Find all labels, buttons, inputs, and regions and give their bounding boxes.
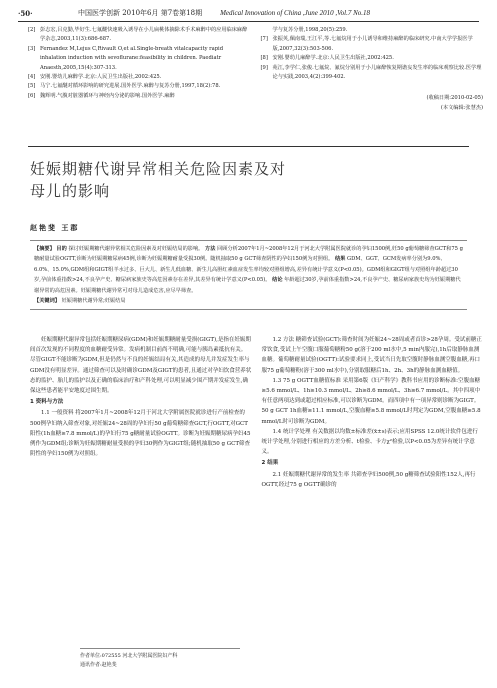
editor: (本文编辑:张慧杰) [440,104,483,111]
abstract-box [30,240,467,310]
body-paragraph: 1.4 统计学处理 有关数据以均数±标准差(x̄±s)表示;应用SPSS 12.0统计软件包进行统计学处理,分别进行相应的方差分析、t检验、卡方χ²检验,以P<0.05为差异有统计学意义。 [261,428,478,456]
article-title [30,158,286,202]
reference-text: 魏辉明.气腹对脏器循环与神经内分泌的影响.国外医学.麻醉 [40,92,175,99]
keywords-text: 妊娠期糖代谢异常;妊娠结局 [61,298,126,305]
reference-item [261,35,484,54]
reference-item [28,82,251,91]
body-left-column [30,335,252,490]
abstract-label: 【摘要】 [34,246,55,252]
body-right-column [262,335,484,490]
journal-name-cn: 中国医学创新 2010年6月 第7卷第18期 [78,9,203,17]
reference-item [28,92,251,101]
reference-number [261,26,273,35]
title-line-1: 妊娠期糖代谢异常相关危险因素及对 [30,160,287,178]
body-paragraph: 妊娠期糖代谢异常包括妊娠期糖尿病(GDM)和妊娠期糖耐量受损(GIGT),是指在妊娠期间首次发现的不同程度的血糖耐受异常。发病机制目前尚不明确,可能与胰岛素抵抗有关。尽管GIGT不能诊断为GDM,但是仍然与不良的妊娠结局有关,其造成的母儿并发症发生率与GDM没有明显差异。通过筛查可以及时确诊GDM及GIGT的患者,且通过对孕妇饮食营养状态的监护、胎儿的监护以及正确的临床治疗和产科处理,可以明显减少围产期并发症发生,确保这些患者能平安地度过围生期。 [30,337,252,395]
reference-text: 彭志宏,吕克勤,毕好生.七氟醚快速吸入诱导在小儿扁桃体摘除术手术麻醉中的应用临床麻醉学杂志,2003,11(3):686-687. [40,27,248,43]
reference-number: [4] [28,74,36,81]
article-body [30,335,483,490]
keywords-label: 【关键词】 [34,298,60,305]
purpose-label: 目的 [56,246,67,252]
corresponding-author: 通讯作者:赵艳斐 [80,662,117,668]
conclusion-text: 年龄超过30岁,孕前体重指数>24,不良孕产史、糖尿病家族史均为妊娠期糖代谢异常的高危因素。妊娠期糖代谢异常可对母儿造成危害,应尽早筛查。 [34,277,461,294]
reference-text: Fernandez M,Lejus C,Rivault O,et al.Single-breath vitalcapacity rapid inhalation induction with sevoflurane:feasibility in children. Paediatr Anaesth,2005,15(4):307-313. [40,45,224,71]
author-affiliation: 作者单位:072555 河北大学附属医院妇产科 [80,653,178,659]
section-heading: 2 结果 [261,460,279,467]
method-label: 方法 [205,246,216,252]
references-left-column [28,26,251,113]
body-paragraph: 1.2 方法 糖筛查试验(GCT):筛查时间为妊娠24~28周或者首诊>28孕周。受试前糖正常饮食,受试上午空腹口服葡萄糖粉50 g(溶于200 ml水中,5 min内服完),1h后取静脉血测血糖。葡萄糖耐量试验(OGTT):试验要求同上,受试当日先取空腹时静脉血测空腹血糖,再口服75 g葡萄糖粉(溶于300 ml水中),分别取服糖后1h、2h、3h的静脉血测血糖值。 [261,337,482,374]
result-label: 结果 [334,256,346,263]
reference-text: 张振英,佩南瑞,王江平,等.七氟烷用于小儿诱导和维持麻醉的临床研究.中南大学学报医学版,2007,32(3):503-506. [272,36,473,52]
reference-number: [8] [260,55,268,62]
purpose-text: 探讨妊娠期糖代谢异常相关危险因素及对妊娠结局的影响。 [68,246,204,252]
conclusion-label: 结论 [272,277,283,284]
result-text: GDM、GGT、GCM发病率分别为9.0%、6.0%、15.0%,GDM组和GIGT组羊水过多、巨大儿、新生儿低血糖、新生儿高胆红素血症发生率均较对照组增高,差异有统计学意义(P<0.05)。GDM组和GIGT组与对照组年龄超过30岁,孕前体重指数>24,不良孕产史、糖尿病家族史等高危因素存在差异,其差异有统计学意义(P<0.05)。 [34,256,458,284]
references [28,26,483,113]
reference-number: [9] [260,64,268,71]
reference-text: 安刚.婴幼儿麻醉学.北京:人民卫生出版社,2002:425. [40,74,162,81]
reference-text: 马宁.七氟醚对循环影响的研究进展.国外医学.麻醉与复苏分册,1997,18(2):78. [40,83,221,90]
section-heading: 1 资料与方法 [30,399,64,406]
section-rule [28,146,469,147]
reference-text: 安刚.婴幼儿麻醉学.北京:人民卫生出版社,2002:425. [272,55,394,62]
header-rule [18,21,479,22]
body-paragraph: 1.3 75 g OGTT血糖值标准 采用第6版《妇产科学》教科书应用的诊断标准:空腹血糖≥5.6 mmol/L、1h≥10.3 mmol/L、2h≥8.6 mmol/L、3h≥6.7 mmol/L。其中四项中有任意两项达到或超过相应标准,可以诊断为GDM。而四项中有一项异常则诊断为GIGT。50 g GCT 1h血糖≥11.1 mmol/L,空腹血糖≥5.8 mmol/L时判定为GDM,空腹血糖≥5.8 mmol/L时可诊断为GDM。 [261,377,481,425]
page-header [18,6,479,20]
references-right-column [261,26,484,113]
title-line-2: 母儿的影响 [30,182,111,200]
page-number: ·50· [18,8,33,18]
reference-number: [6] [28,92,36,99]
reference-number: [2] [28,27,36,33]
body-paragraph: 1.1 一般资料 将2007年1月~2008年12月于河北大学附属医院就诊进行产前检查的500例孕妇纳入筛查对象,对妊娠24~28周的孕妇行50 g葡萄糖筛查GCT,行OGTT,对GCT阳性(1h血糖≥7.8 mmol/L)的孕妇行75 g糖耐量试验OGTT。诊断为妊娠期糖尿病孕妇45例作为GDM组;诊断为妊娠期糖耐量受损的孕妇30例作为GIGT组;随机抽取50 g GCT筛查阴性的孕妇150例为对照组。 [30,410,251,458]
received-date: (收稿日期:2010-02-05) [426,95,483,102]
reference-item [261,26,484,35]
reference-text: 苑江,李学仁,张俊.七氟烷、氟烷分别用于小儿麻醉恢复期谵妄发生率的临床观察比较.医学理论与实践,2003,4(2):399-402. [272,64,482,81]
reference-item [261,64,484,83]
reference-item [261,54,484,63]
footnote [80,648,240,670]
authors: 赵艳斐 王郡 [30,223,80,232]
reference-number: [7] [260,36,268,43]
method-text: 回顾分析2007年1月~2008年12月于河北大学附属医院就诊的孕妇1500例,妊50 g葡萄糖筛查GCT和75 g糖耐量试验OGTT,诊断为妊娠期糖尿病45例,诊断为妊娠期糖耐量受损30例。随机抽取50 g GCT筛查阴性的孕妇150例为对照组。 [34,246,463,263]
reference-item [28,73,251,82]
journal-name-en: Medical Innovation of China ,June 2010 ,Vol.7 No.18 [220,9,370,17]
body-paragraph: 2.1 妊娠期糖代谢异常的发生率 共筛查孕妇500例,50 g糖筛查试验阳性152人,再行OGTT,经过75 g OGTT确诊的 [261,471,476,488]
reference-text: 学与复苏分册,1998,20(5):259. [272,27,348,33]
reference-number: [5] [28,83,36,90]
reference-number: [3] [28,45,36,52]
reference-item [28,45,251,73]
reference-item [28,26,251,45]
